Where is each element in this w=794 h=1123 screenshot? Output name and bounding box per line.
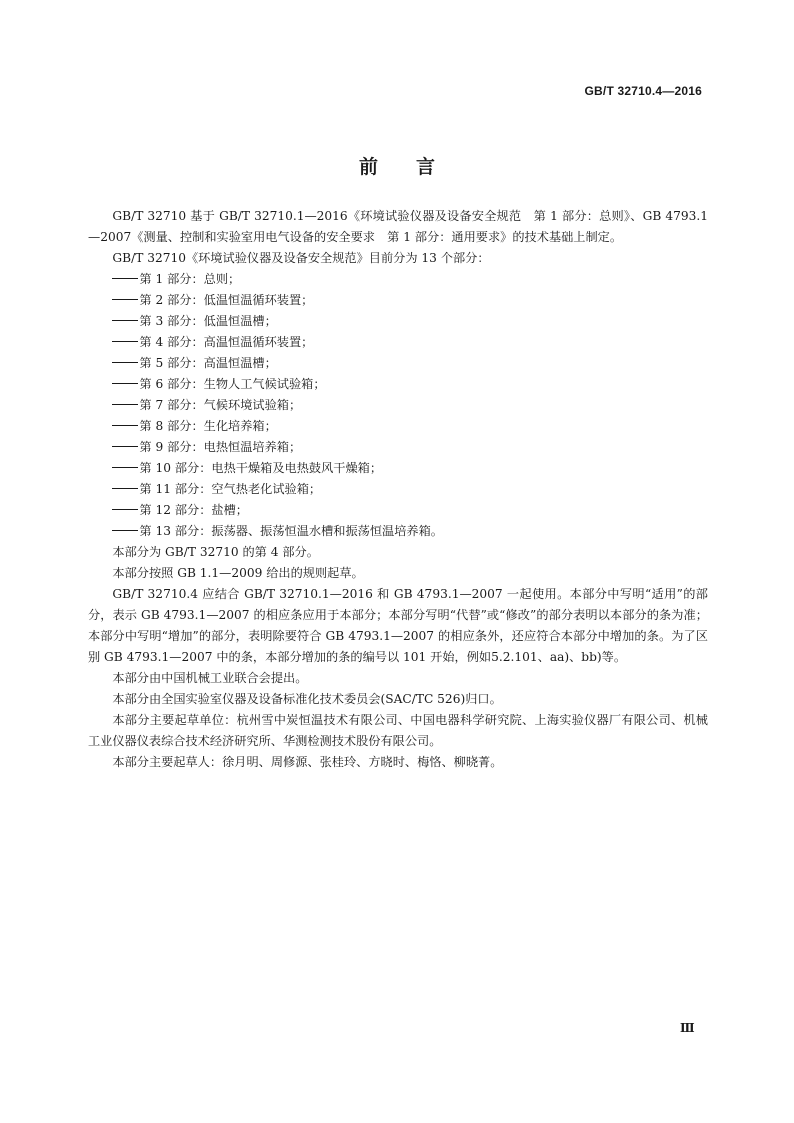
dash-mark xyxy=(112,467,138,468)
dash-mark xyxy=(112,341,138,342)
page-number: Ⅲ xyxy=(680,1021,695,1035)
list-item xyxy=(88,437,708,458)
list-item-text: 第 8 部分：生化培养箱； xyxy=(139,419,277,433)
dash-mark xyxy=(112,530,138,531)
document-body xyxy=(88,206,708,773)
dash-mark xyxy=(112,425,138,426)
dash-mark xyxy=(112,320,138,321)
dash-mark xyxy=(112,383,138,384)
list-item-text: 第 5 部分：高温恒温槽； xyxy=(139,356,277,370)
dash-mark xyxy=(112,509,138,510)
intro-paragraph-1: GB/T 32710 基于 GB/T 32710.1—2016《环境试验仪器及设备安全规范 第 1 部分：总则》、GB 4793.1—2007《测量、控制和实验室用电气设备的安全要求 第 1 部分：通用要求》的技术基础上制定。 xyxy=(88,209,708,244)
dash-mark xyxy=(112,362,138,363)
intro-paragraph-2: GB/T 32710《环境试验仪器及设备安全规范》目前分为 13 个部分： xyxy=(112,251,490,265)
paragraph-drafters: 本部分主要起草人：徐月明、周修源、张桂玲、方晓时、梅恪、柳晓菁。 xyxy=(112,755,503,769)
paragraph-committee: 本部分由全国实验室仪器及设备标准化技术委员会(SAC/TC 526)归口。 xyxy=(112,692,502,706)
dash-mark xyxy=(112,488,138,489)
list-item xyxy=(88,353,708,374)
paragraph-part-number: 本部分为 GB/T 32710 的第 4 部分。 xyxy=(112,545,319,559)
dash-mark xyxy=(112,446,138,447)
dash-mark xyxy=(112,404,138,405)
paragraph-proposer: 本部分由中国机械工业联合会提出。 xyxy=(112,671,308,685)
dash-mark xyxy=(112,299,138,300)
list-item-text: 第 12 部分：盐槽； xyxy=(139,503,248,517)
list-item xyxy=(88,395,708,416)
list-item xyxy=(88,521,708,542)
page-title: 前言 xyxy=(358,156,473,178)
list-item xyxy=(88,479,708,500)
paragraph-drafting-rules: 本部分按照 GB 1.1—2009 给出的规则起草。 xyxy=(112,566,364,580)
list-item-text: 第 4 部分：高温恒温循环装置； xyxy=(139,335,314,349)
standard-code: GB/T 32710.4—2016 xyxy=(584,84,702,98)
dash-mark xyxy=(112,278,138,279)
list-item-text: 第 1 部分：总则； xyxy=(139,272,241,286)
list-item xyxy=(88,458,708,479)
list-item-text: 第 6 部分：生物人工气候试验箱； xyxy=(139,377,326,391)
list-item xyxy=(88,332,708,353)
list-item-text: 第 2 部分：低温恒温循环装置； xyxy=(139,293,314,307)
list-item-text: 第 10 部分：电热干燥箱及电热鼓风干燥箱； xyxy=(139,461,383,475)
list-item xyxy=(88,500,708,521)
list-item-text: 第 11 部分：空气热老化试验箱； xyxy=(139,482,322,496)
list-item-text: 第 7 部分：气候环境试验箱； xyxy=(139,398,302,412)
list-item xyxy=(88,416,708,437)
list-item xyxy=(88,269,708,290)
list-item-text: 第 13 部分：振荡器、振荡恒温水槽和振荡恒温培养箱。 xyxy=(139,524,443,538)
list-item-text: 第 3 部分：低温恒温槽； xyxy=(139,314,277,328)
list-item xyxy=(88,290,708,311)
paragraph-drafting-units: 本部分主要起草单位：杭州雪中炭恒温技术有限公司、中国电器科学研究院、上海实验仪器厂有限公司、机械工业仪器仪表综合技术经济研究所、华测检测技术股份有限公司。 xyxy=(88,713,708,748)
list-item-text: 第 9 部分：电热恒温培养箱； xyxy=(139,440,302,454)
paragraph-usage: GB/T 32710.4 应结合 GB/T 32710.1—2016 和 GB 4793.1—2007 一起使用。本部分中写明“适用”的部分，表示 GB 4793.1—2007 的相应条应用于本部分；本部分写明“代替”或“修改”的部分表明以本部分的条为准；本部分中写明“增加”的部分，表明除要符合 GB 4793.1—2007 的相应条外，还应符合本部分中增加的条。为了区别 GB 4793.1—2007 中的条，本部分增加的条的编号以 101 开始，例如5.2.101、aa)、bb)等。 xyxy=(88,587,708,664)
list-item xyxy=(88,374,708,395)
list-item xyxy=(88,311,708,332)
